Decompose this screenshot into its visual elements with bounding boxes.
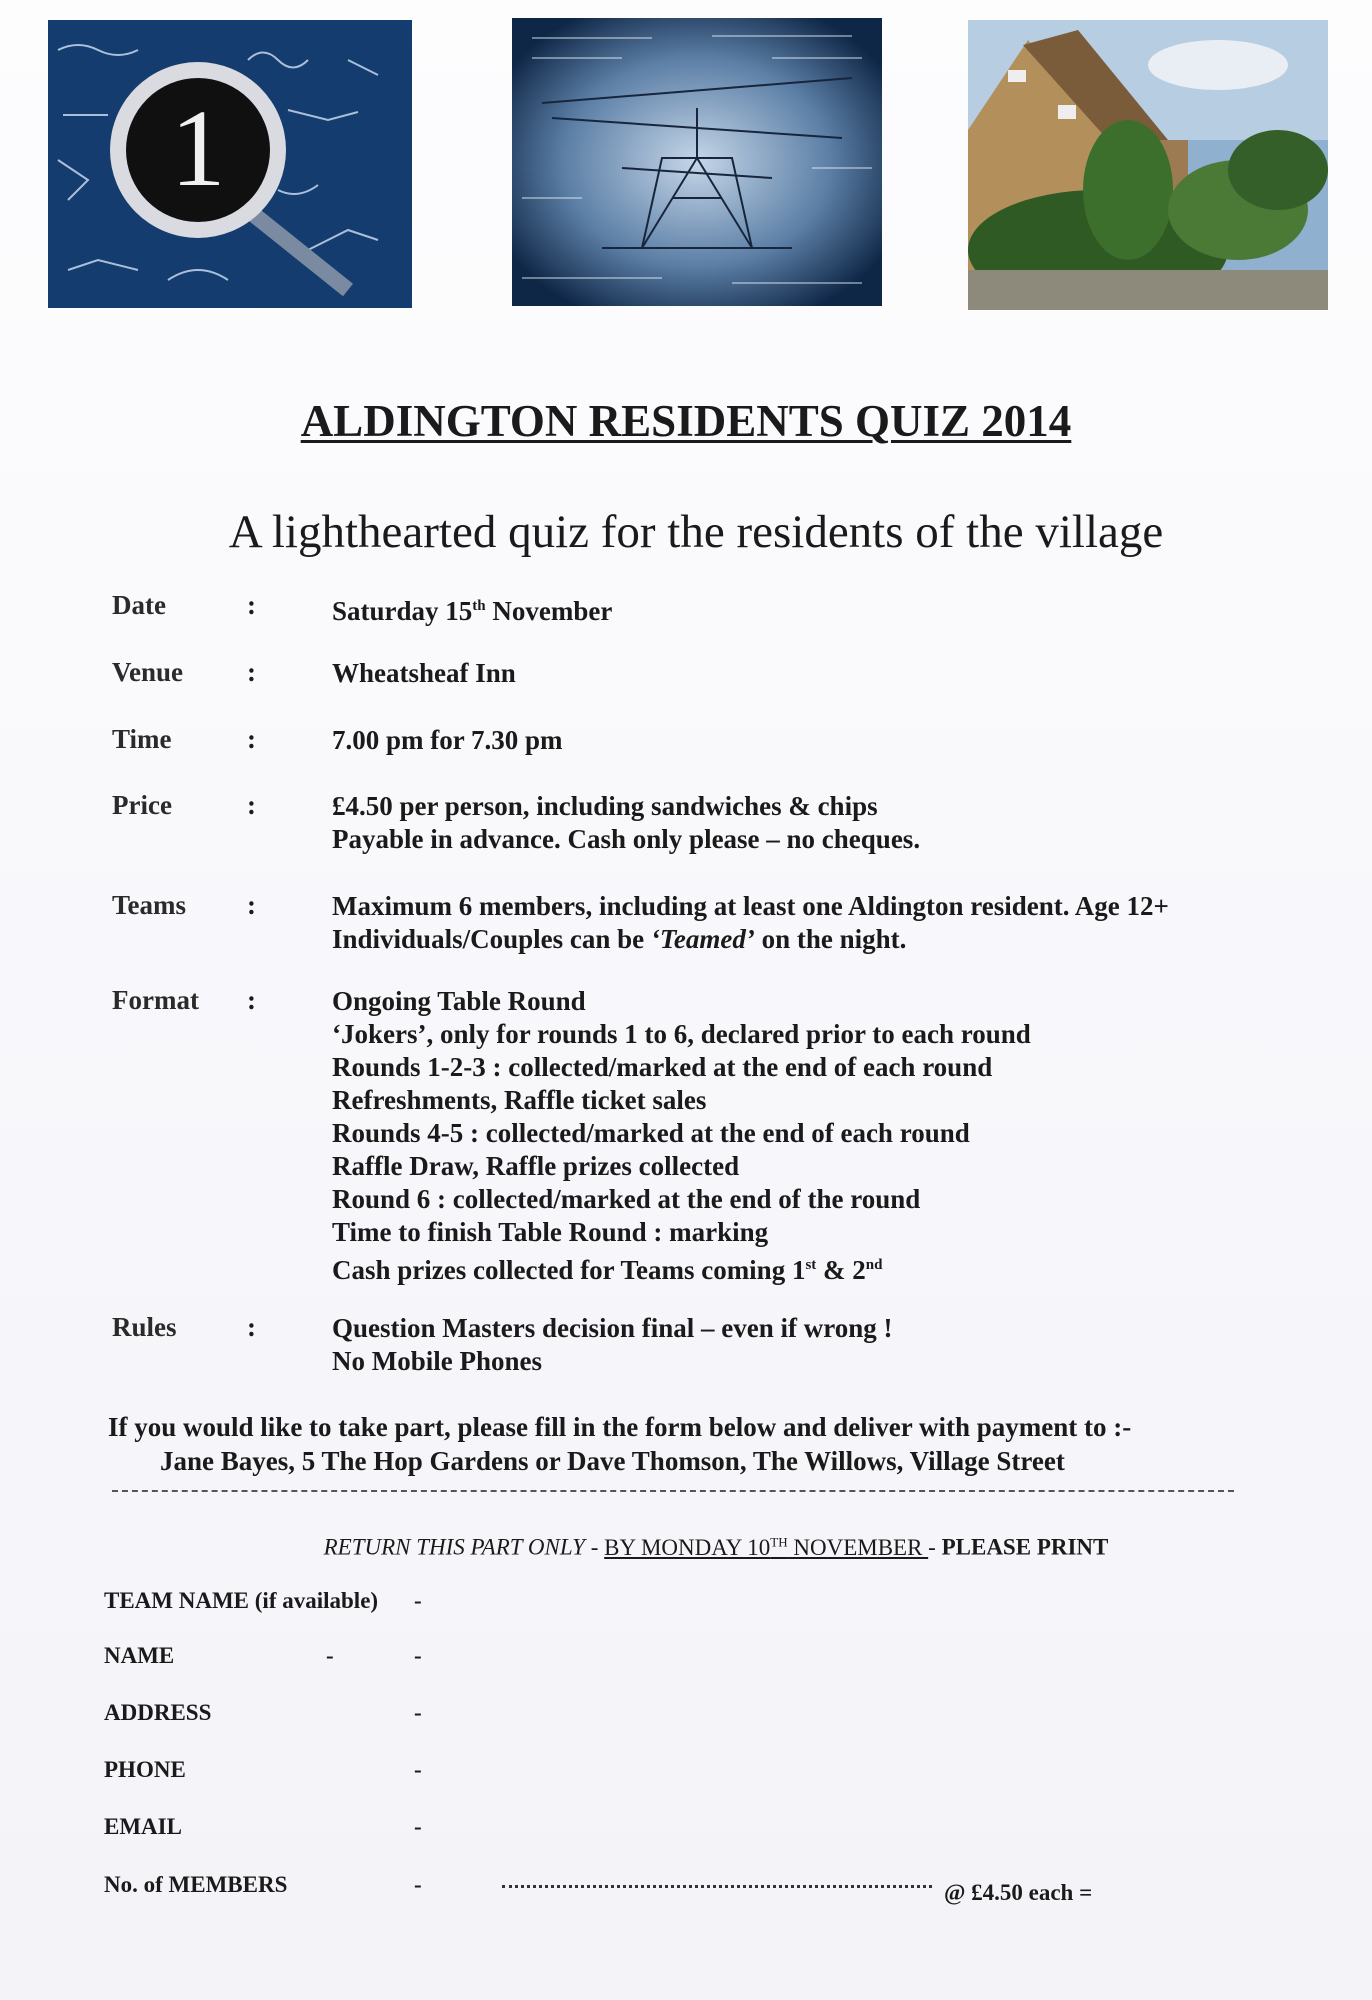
detail-value: £4.50 per person, including sandwiches & chips Payable in advance. Cash only please – no cheques. <box>332 791 921 854</box>
detail-label: Format <box>112 985 199 1015</box>
form-members[interactable] <box>104 1872 422 1898</box>
village-cottage-photo <box>968 20 1328 310</box>
form-dash: - <box>414 1814 422 1839</box>
form-label: No. of MEMBERS <box>104 1872 288 1897</box>
detail-value: Wheatsheaf Inn <box>332 658 516 688</box>
page-subtitle: A lighthearted quiz for the residents of the village <box>228 506 1164 558</box>
form-dash: - <box>414 1700 422 1725</box>
form-dash: - <box>414 1643 422 1668</box>
form-dash: - <box>414 1757 422 1782</box>
detail-colon: : <box>247 1312 256 1342</box>
detail-colon: : <box>247 590 256 620</box>
detail-label: Price <box>112 790 172 820</box>
form-label: EMAIL <box>104 1814 182 1839</box>
detail-label: Time <box>112 724 172 754</box>
form-label: TEAM NAME (if available) <box>104 1588 379 1613</box>
return-slip-heading: RETURN THIS PART ONLY - BY MONDAY 10TH NOVEMBER - PLEASE PRINT <box>323 1534 1109 1560</box>
cut-line <box>112 1490 1234 1492</box>
detail-value: 7.00 pm for 7.30 pm <box>332 725 563 755</box>
detail-label: Rules <box>112 1312 177 1342</box>
detail-label: Teams <box>112 890 187 920</box>
detail-label: Date <box>112 590 166 620</box>
form-label: ADDRESS <box>104 1700 212 1725</box>
form-address[interactable] <box>104 1700 422 1726</box>
detail-value: Maximum 6 members, including at least one Aldington resident. Age 12+ Individuals/Couples can be ‘Teamed’ on the night. <box>332 891 1169 954</box>
detail-colon: : <box>247 790 256 820</box>
call-to-action <box>108 1410 1131 1478</box>
form-dash: - <box>326 1643 334 1668</box>
quiz-number-label: 1 <box>170 87 226 209</box>
cta-line: If you would like to take part, please fill in the form below and deliver with payment to :- <box>108 1412 1132 1442</box>
form-email[interactable] <box>104 1814 422 1840</box>
form-team-name[interactable] <box>104 1588 422 1614</box>
form-dash: - <box>414 1588 422 1613</box>
price-each-label: @ £4.50 each = <box>944 1880 1093 1905</box>
detail-colon: : <box>247 985 256 1015</box>
detail-value: Question Masters decision final – even if wrong ! No Mobile Phones <box>332 1313 893 1376</box>
detail-colon: : <box>247 724 256 754</box>
detail-value: Ongoing Table Round ‘Jokers’, only for rounds 1 to 6, declared prior to each round Rounds 1-2-3 : collected/marked at the end of each round Refreshments, Raffle ticket sales Rounds 4-5 : collected/marked at the end of each round Raffle Draw, Raffle prizes collected Round 6 : collected/marked at the end of the round Time to finish Table Round : marking Cash prizes collected for Teams coming 1st & 2nd <box>332 986 1031 1285</box>
form-dash: - <box>414 1872 422 1897</box>
detail-colon: : <box>247 890 256 920</box>
detail-label: Venue <box>112 657 184 687</box>
cta-contacts: Jane Bayes, 5 The Hop Gardens or Dave Thomson, The Willows, Village Street <box>160 1446 1065 1476</box>
members-fill-line[interactable] <box>502 1885 932 1888</box>
form-name[interactable] <box>104 1643 422 1669</box>
detail-colon: : <box>247 657 256 687</box>
form-phone[interactable] <box>104 1757 422 1783</box>
sketch-drawing-photo <box>512 18 882 306</box>
form-label: NAME <box>104 1643 175 1668</box>
quiz-magnifier-photo <box>48 20 412 308</box>
detail-value: Saturday 15th November <box>332 596 613 626</box>
page-title: ALDINGTON RESIDENTS QUIZ 2014 <box>300 396 1072 446</box>
form-label: PHONE <box>104 1757 186 1782</box>
